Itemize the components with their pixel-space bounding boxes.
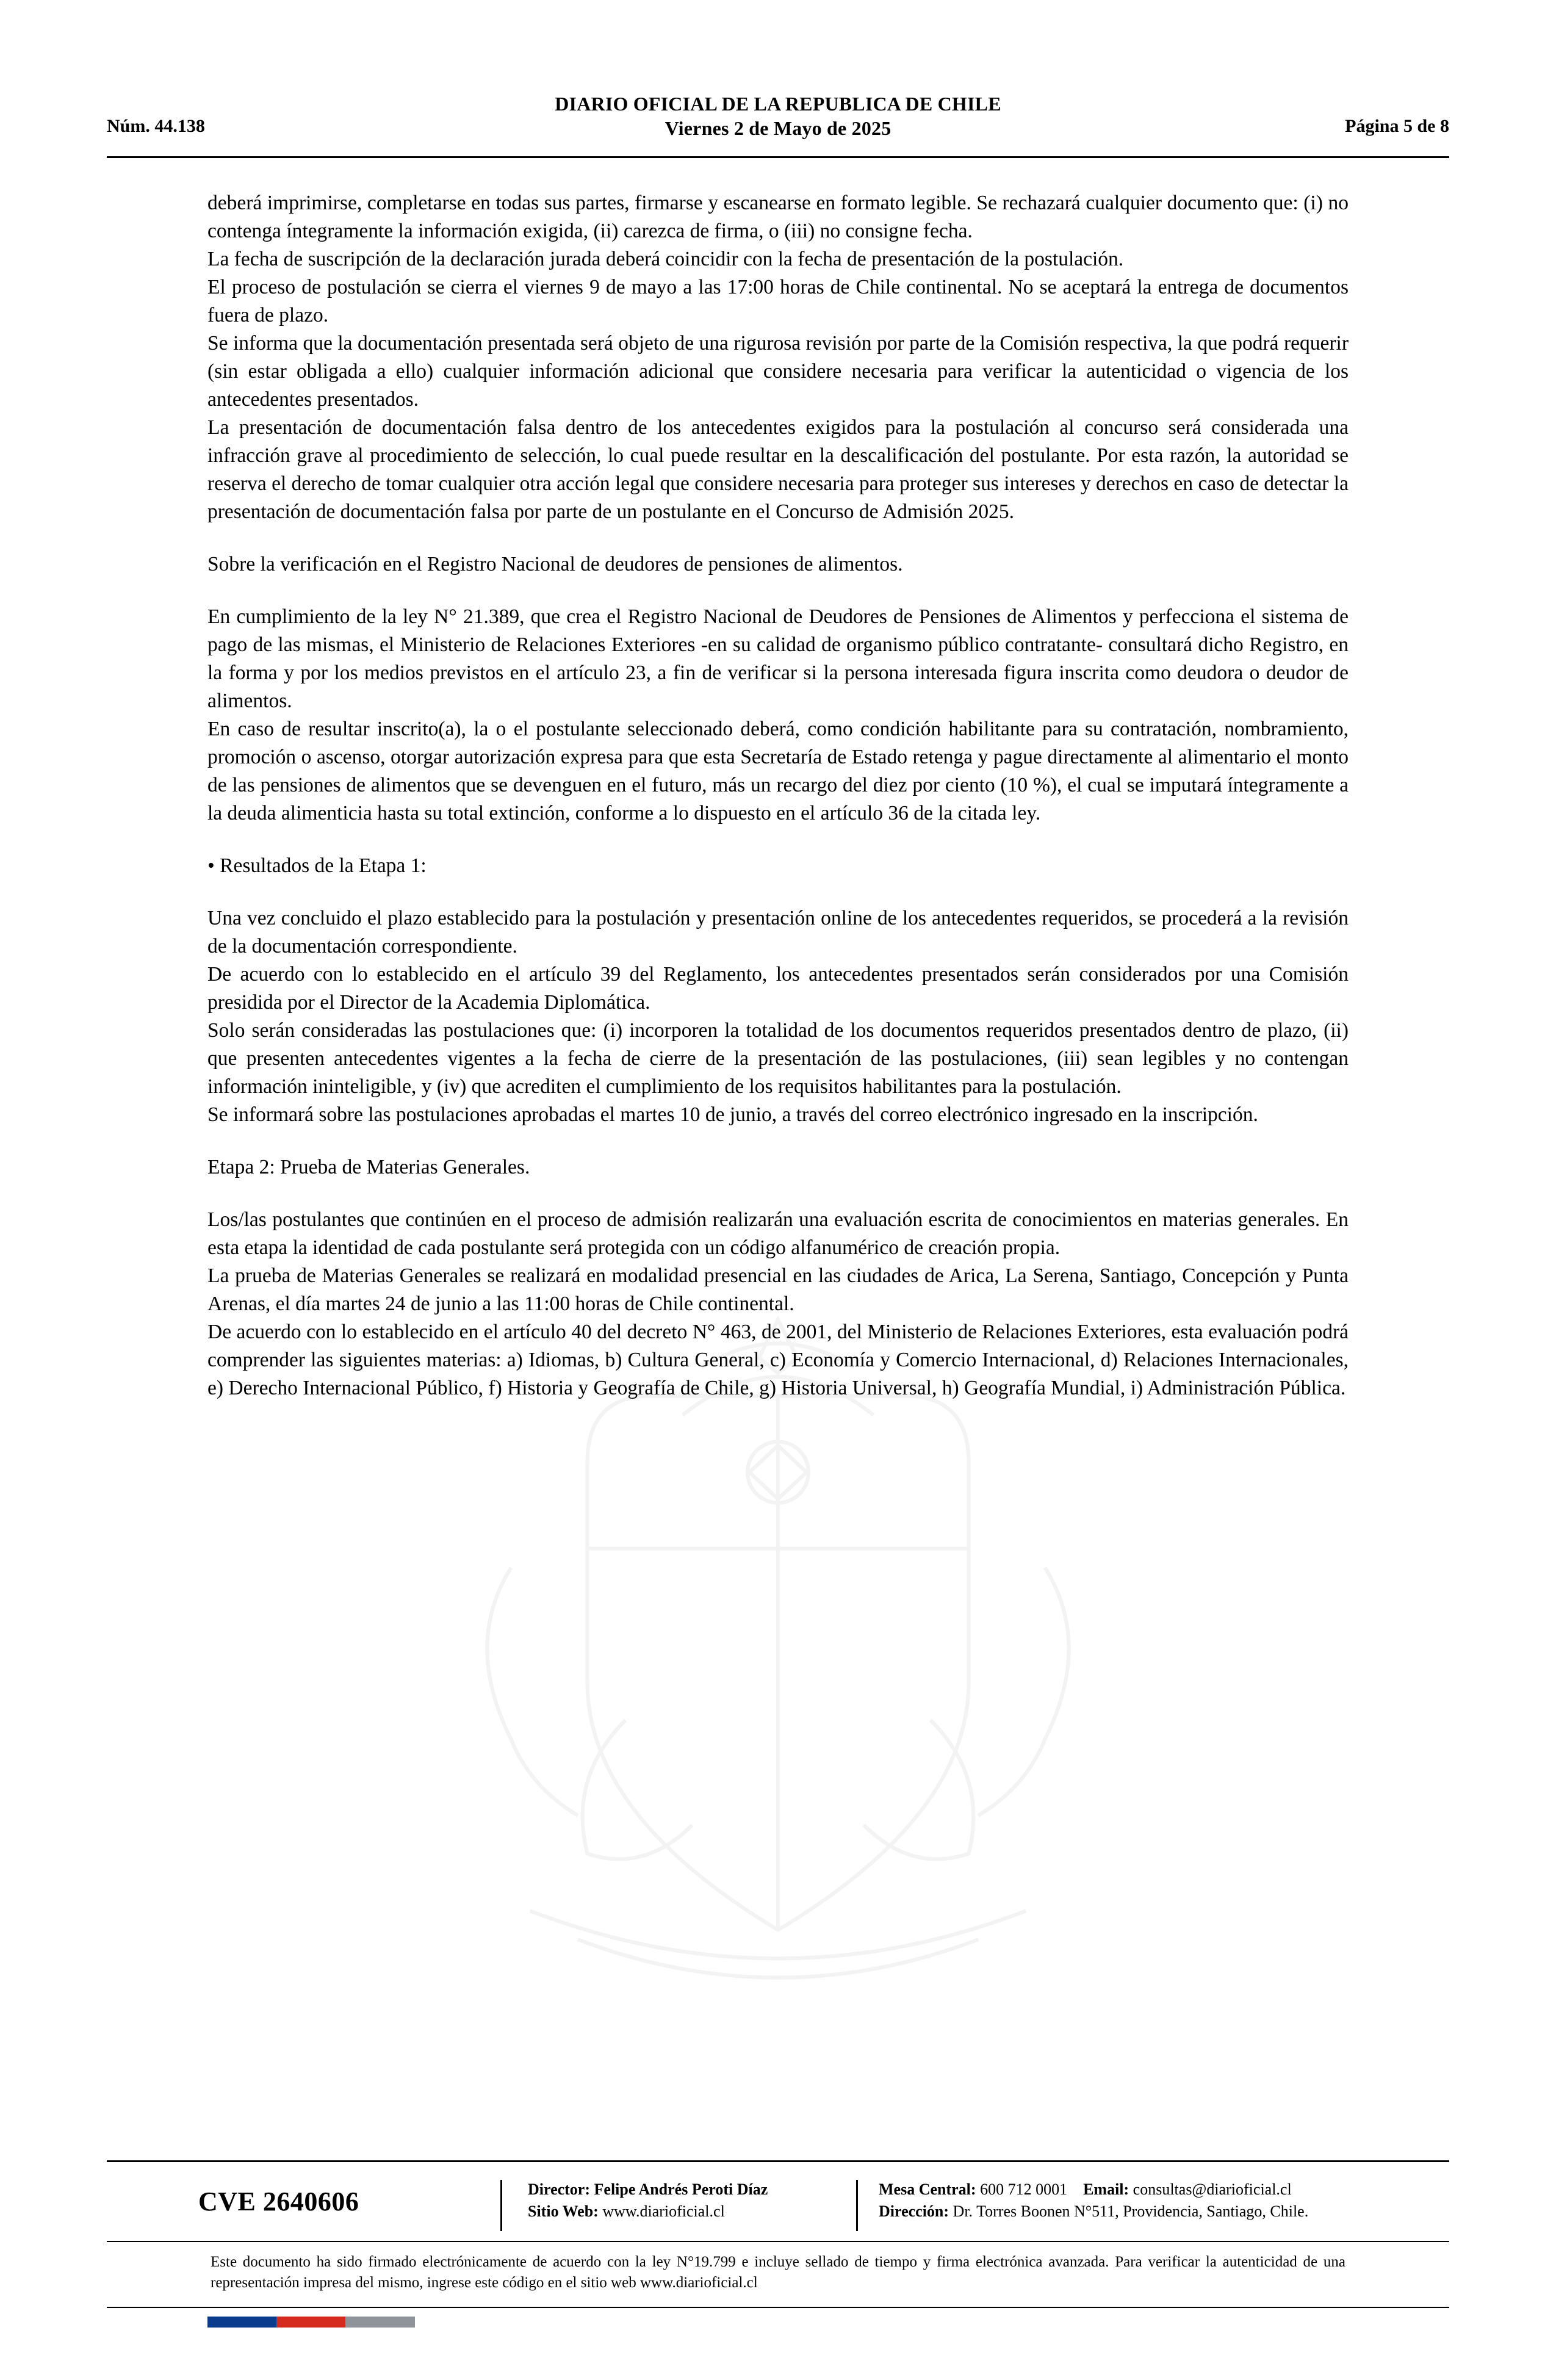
paragraph-7: En cumplimiento de la ley N° 21.389, que crea el Registro Nacional de Deudores de Pensiones de Alimentos y perfecciona el sistema de pago de las mismas, el Ministerio de Relaciones Exteriores -en su calidad de organismo público contratante- consultará dicho Registro, en la forma y por los medios previstos en el artículo 23, a fin de verificar si la persona interesada figura inscrita como deudora o deudor de alimentos. [207, 605, 1349, 712]
flag-segment-grey [345, 2317, 415, 2328]
paragraph-12: Solo serán consideradas las postulaciones que: (i) incorporen la totalidad de los documentos requeridos presentados dentro de plazo, (ii) que presenten antecedentes vigentes a la fecha de cierre de la presentación de las postulaciones, (iii) sean legibles y no contengan información ininteligible, y (iv) que acrediten el cumplimiento de los requisitos habilitantes para la postulación. [207, 1019, 1349, 1098]
paragraph-10: Una vez concluido el plazo establecido para la postulación y presentación online de los antecedentes requeridos, se procederá a la revisión de la documentación correspondiente. [207, 907, 1349, 957]
footer-divider-bottom [107, 2307, 1449, 2308]
paragraph-3: El proceso de postulación se cierra el viernes 9 de mayo a las 17:00 horas de Chile continental. No se aceptará la entrega de documentos fuera de plazo. [207, 276, 1349, 326]
page-footer [107, 2173, 1449, 2246]
spacer [207, 526, 1349, 550]
footer-separator-1 [500, 2180, 502, 2231]
flag-segment-blue [207, 2317, 276, 2328]
paragraph-15: Los/las postulantes que continúen en el proceso de admisión realizarán una evaluación escrita de conocimientos en materias generales. En esta etapa la identidad de cada postulante será protegida con un código alfanumérico de creación propia. [207, 1208, 1349, 1259]
flag-segment-red [276, 2317, 345, 2328]
legal-notice: Este documento ha sido firmado electrónicamente de acuerdo con la ley N°19.799 e incluye sellado de tiempo y firma electrónica avanzada. Para verificar la autenticidad de una representación impresa del mismo, ingrese este código en el sitio web www.diarioficial.cl [211, 2254, 1345, 2291]
site-value[interactable]: www.diarioficial.cl [602, 2202, 725, 2220]
paragraph-4: Se informa que la documentación presentada será objeto de una rigurosa revisión por parte de la Comisión respectiva, la que podrá requerir (sin estar obligada a ello) cualquier información adicional que considere necesaria para verificar la autenticidad o vigencia de los antecedentes presentados. [207, 332, 1349, 411]
paragraph-17: De acuerdo con lo establecido en el artículo 40 del decreto N° 463, de 2001, del Ministerio de Relaciones Exteriores, esta evaluación podrá comprender las siguientes materias: a) Idiomas, b) Cultura General, c) Economía y Comercio Internacional, d) Relaciones Internacionales, e) Derecho Internacional Público, f) Historia y Geografía de Chile, g) Historia Universal, h) Geografía Mundial, i) Administración Pública. [207, 1321, 1349, 1399]
footer-divider-top [107, 2160, 1449, 2162]
mesa-label: Mesa Central: [879, 2180, 976, 2198]
issue-number: Núm. 44.138 [107, 116, 205, 136]
footer-column-director [528, 2179, 768, 2223]
footer-column-contact [879, 2179, 1308, 2223]
page-header [107, 92, 1449, 142]
footer-separator-2 [856, 2180, 858, 2231]
publication-title: DIARIO OFICIAL DE LA REPUBLICA DE CHILE [555, 93, 1001, 115]
email-value[interactable]: consultas@diarioficial.cl [1133, 2180, 1292, 2198]
spacer [207, 880, 1349, 904]
flag-bar [207, 2317, 415, 2328]
section-heading-etapa-2: Etapa 2: Prueba de Materias Generales. [207, 1156, 530, 1178]
director-label: Director: [528, 2180, 591, 2198]
direccion-value: Dr. Torres Boonen N°511, Providencia, Santiago, Chile. [953, 2202, 1309, 2220]
direccion-label: Dirección: [879, 2202, 949, 2220]
footer-divider-mid [107, 2241, 1449, 2242]
document-body [207, 189, 1349, 1402]
paragraph-5: La presentación de documentación falsa dentro de los antecedentes exigidos para la postulación al concurso será considerada una infracción grave al procedimiento de selección, lo cual puede resultar en la descalificación del postulante. Por esta razón, la autoridad se reserva el derecho de tomar cualquier otra acción legal que considere necesaria para proteger sus intereses y derechos en caso de detectar la presentación de documentación falsa por parte de un postulante en el Concurso de Admisión 2025. [207, 416, 1349, 523]
bullet-resultados-etapa-1: • Resultados de la Etapa 1: [207, 854, 427, 877]
paragraph-11: De acuerdo con lo establecido en el artículo 39 del Reglamento, los antecedentes presentados serán considerados por una Comisión presidida por el Director de la Academia Diplomática. [207, 963, 1349, 1014]
paragraph-2: La fecha de suscripción de la declaración jurada deberá coincidir con la fecha de presentación de la postulación. [207, 248, 1124, 270]
spacer [207, 828, 1349, 852]
paragraph-1: deberá imprimirse, completarse en todas sus partes, firmarse y escanearse en formato legible. Se rechazará cualquier documento que: (i) no contenga íntegramente la información exigida, (ii) carezca de firma, o (iii) no consigne fecha. [207, 192, 1349, 242]
publication-date: Viernes 2 de Mayo de 2025 [665, 117, 891, 139]
page-indicator: Página 5 de 8 [1345, 116, 1449, 136]
spacer [207, 1129, 1349, 1153]
spacer [207, 579, 1349, 603]
site-label: Sitio Web: [528, 2202, 599, 2220]
cve-code: CVE 2640606 [198, 2187, 359, 2216]
mesa-value: 600 712 0001 [980, 2180, 1068, 2198]
header-divider [107, 156, 1449, 158]
paragraph-8: En caso de resultar inscrito(a), la o el postulante seleccionado deberá, como condición habilitante para su contratación, nombramiento, promoción o ascenso, otorgar autorización expresa para que esta Secretaría de Estado retenga y pague directamente al alimentario el monto de las pensiones de alimentos que se devenguen en el futuro, más un recargo del diez por ciento (10 %), el cual se imputará íntegramente a la deuda alimenticia hasta su total extinción, conforme a lo dispuesto en el artículo 36 de la citada ley. [207, 718, 1349, 824]
spacer [207, 1181, 1349, 1206]
paragraph-13: Se informará sobre las postulaciones aprobadas el martes 10 de junio, a través del correo electrónico ingresado en la inscripción. [207, 1103, 1258, 1126]
email-label: Email: [1083, 2180, 1129, 2198]
section-heading-registro: Sobre la verificación en el Registro Nacional de deudores de pensiones de alimentos. [207, 553, 903, 575]
paragraph-16: La prueba de Materias Generales se realizará en modalidad presencial en las ciudades de Arica, La Serena, Santiago, Concepción y Punta Arenas, el día martes 24 de junio a las 11:00 horas de Chile continental. [207, 1264, 1349, 1315]
director-value: Felipe Andrés Peroti Díaz [594, 2180, 768, 2198]
